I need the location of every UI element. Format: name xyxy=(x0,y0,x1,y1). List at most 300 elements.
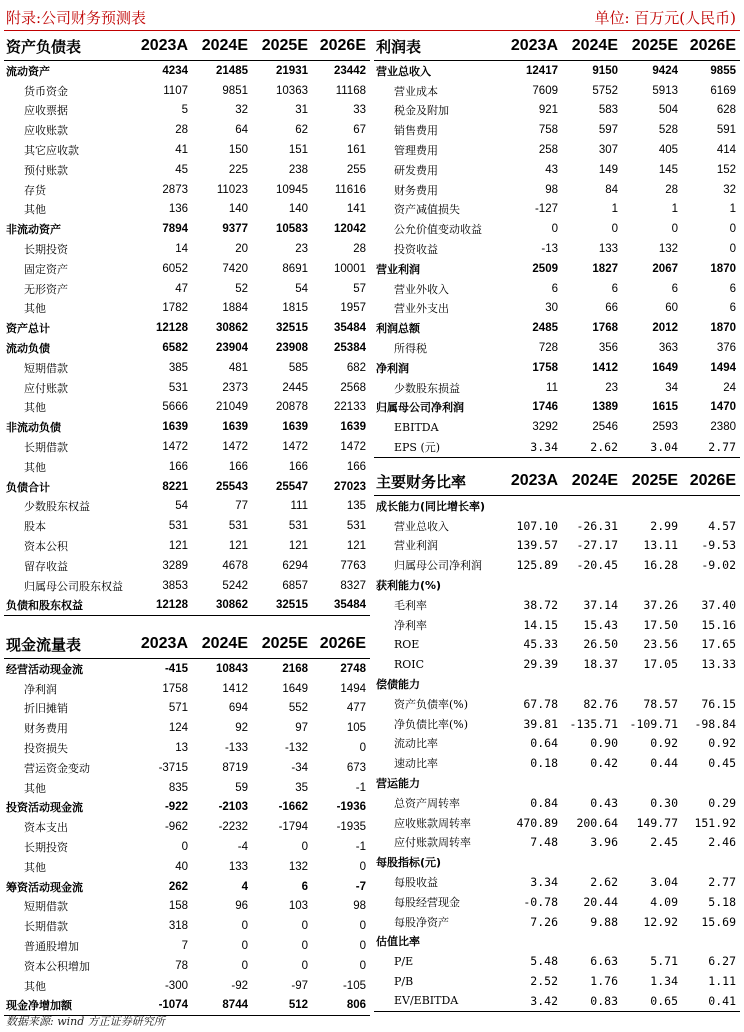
table-row xyxy=(4,457,370,477)
balance-sheet-panel xyxy=(4,32,370,616)
table-row xyxy=(374,61,740,81)
value-cell: 145 xyxy=(658,163,678,176)
value-cell: 3289 xyxy=(162,559,188,572)
value-cell: 4678 xyxy=(222,559,248,572)
value-cell: 3292 xyxy=(532,421,558,434)
value-cell: 11 xyxy=(546,381,558,394)
value-cell: 0 xyxy=(359,959,366,972)
value-cell: 18.37 xyxy=(583,657,618,672)
table-row xyxy=(4,699,370,719)
table-row xyxy=(4,798,370,818)
value-cell: 405 xyxy=(658,144,678,157)
year-header: 2023A xyxy=(130,630,192,659)
value-cell: 0 xyxy=(241,920,248,933)
row-label: 投资活动现金流 xyxy=(6,801,83,815)
table-row xyxy=(374,338,740,358)
row-label: 短期借款 xyxy=(24,361,68,375)
value-cell: 3.96 xyxy=(590,835,618,850)
value-cell: 2.62 xyxy=(562,437,622,457)
value-cell: -9.02 xyxy=(701,558,736,573)
row-label: 营业外支出 xyxy=(394,302,449,316)
value-cell: 1.76 xyxy=(590,974,618,989)
table-row xyxy=(374,259,740,279)
value-cell: 11023 xyxy=(216,183,248,196)
value-cell: 2.46 xyxy=(708,835,736,850)
value-cell: 125.89 xyxy=(516,558,558,573)
value-cell: 151.92 xyxy=(694,815,736,830)
value-cell: 628 xyxy=(716,104,736,117)
row-label: 管理费用 xyxy=(394,144,438,158)
income-statement-panel xyxy=(374,32,740,458)
table-row xyxy=(4,318,370,338)
value-cell: 124 xyxy=(168,722,188,735)
table-row xyxy=(4,437,370,457)
value-cell: -135.71 xyxy=(569,716,618,731)
year-header: 2023A xyxy=(500,467,562,496)
row-label: 资产总计 xyxy=(6,322,50,336)
value-cell: 6169 xyxy=(710,84,736,97)
year-header: 2025E xyxy=(622,32,682,61)
value-cell: 2.62 xyxy=(590,875,618,890)
value-cell: -13 xyxy=(541,243,558,256)
value-cell: 166 xyxy=(168,460,188,473)
value-cell: 1639 xyxy=(162,421,188,434)
value-cell: 0 xyxy=(551,223,558,236)
row-label: 归属母公司股东权益 xyxy=(24,579,123,593)
row-label: 资本支出 xyxy=(24,821,68,835)
row-label: 其他 xyxy=(24,401,46,415)
value-cell: 477 xyxy=(346,702,366,715)
value-cell xyxy=(622,575,682,595)
ratios-table xyxy=(374,467,740,1012)
value-cell: 1412 xyxy=(222,682,248,695)
table-row xyxy=(4,259,370,279)
row-label: 营运资金变动 xyxy=(24,761,90,775)
value-cell: 8221 xyxy=(162,480,188,493)
value-cell: 1782 xyxy=(162,302,188,315)
value-cell: 0 xyxy=(301,920,308,933)
value-cell: 1758 xyxy=(532,361,558,374)
value-cell: 8327 xyxy=(340,579,366,592)
table-row xyxy=(4,857,370,877)
row-label: 营业利润 xyxy=(394,539,438,553)
value-cell: 121 xyxy=(346,540,366,553)
value-cell: 512 xyxy=(252,996,312,1016)
value-cell xyxy=(500,773,562,793)
value-cell: 531 xyxy=(168,520,188,533)
row-label: 其他 xyxy=(24,302,46,316)
table-row xyxy=(374,496,740,516)
table-row xyxy=(374,753,740,773)
value-cell: 0.41 xyxy=(682,991,740,1011)
value-cell: 15.43 xyxy=(583,617,618,632)
table-row xyxy=(374,160,740,180)
table-row xyxy=(4,659,370,679)
value-cell: 20878 xyxy=(276,401,308,414)
value-cell: 0.64 xyxy=(530,736,558,751)
value-cell: 12.92 xyxy=(643,914,678,929)
row-label: 普通股增加 xyxy=(24,940,79,954)
value-cell: 6 xyxy=(671,282,678,295)
year-header: 2023A xyxy=(130,32,192,61)
value-cell: 33 xyxy=(353,104,366,117)
row-label: 应收账款 xyxy=(24,124,68,138)
value-cell: 26.50 xyxy=(583,637,618,652)
value-cell: 23908 xyxy=(276,342,308,355)
table-row xyxy=(374,279,740,299)
value-cell: -4 xyxy=(237,841,248,854)
table-row xyxy=(4,180,370,200)
value-cell: 583 xyxy=(598,104,618,117)
value-cell: 591 xyxy=(716,124,736,137)
value-cell: 1470 xyxy=(710,401,736,414)
value-cell: -1074 xyxy=(130,996,192,1016)
value-cell: 1 xyxy=(729,203,736,216)
row-label: 留存收益 xyxy=(24,559,68,573)
value-cell: 6 xyxy=(551,282,558,295)
table-row xyxy=(374,951,740,971)
value-cell: 8744 xyxy=(192,996,252,1016)
year-header: 2026E xyxy=(682,32,740,61)
value-cell: 25384 xyxy=(334,342,366,355)
row-label: 偿债能力 xyxy=(376,678,420,692)
value-cell: 0.44 xyxy=(650,756,678,771)
value-cell: 135 xyxy=(346,500,366,513)
row-label: 应付账款周转率 xyxy=(394,836,471,850)
value-cell: 682 xyxy=(346,361,366,374)
value-cell: 76.15 xyxy=(701,696,736,711)
year-header: 2025E xyxy=(252,630,312,659)
value-cell: 0 xyxy=(359,920,366,933)
value-cell: 6857 xyxy=(282,579,308,592)
year-header: 2024E xyxy=(562,32,622,61)
row-label: 预付账款 xyxy=(24,163,68,177)
value-cell: 552 xyxy=(288,702,308,715)
value-cell: 376 xyxy=(716,342,736,355)
table-row xyxy=(4,516,370,536)
row-label: 负债合计 xyxy=(6,480,50,494)
value-cell: 8691 xyxy=(282,262,308,275)
value-cell xyxy=(682,773,740,793)
value-cell: 6 xyxy=(611,282,618,295)
value-cell: 32515 xyxy=(252,596,312,616)
value-cell: 37.40 xyxy=(701,597,736,612)
table-row xyxy=(374,694,740,714)
row-label: 资产负债率(%) xyxy=(394,697,469,711)
row-label: 净利润 xyxy=(376,361,409,375)
table-row xyxy=(374,674,740,694)
row-label: 财务费用 xyxy=(394,183,438,197)
row-label: 其他 xyxy=(24,460,46,474)
row-label: 负债和股东权益 xyxy=(4,596,130,616)
value-cell: 98 xyxy=(545,183,558,196)
value-cell: 1827 xyxy=(592,262,618,275)
value-cell: 0 xyxy=(359,742,366,755)
row-label: 固定资产 xyxy=(24,262,68,276)
table-row xyxy=(4,596,370,616)
value-cell xyxy=(682,674,740,694)
table-row xyxy=(374,378,740,398)
value-cell: 166 xyxy=(346,460,366,473)
table-row xyxy=(4,299,370,319)
value-cell: 0 xyxy=(301,841,308,854)
value-cell: 111 xyxy=(290,500,308,513)
value-cell: 45.33 xyxy=(523,637,558,652)
value-cell: 1472 xyxy=(222,441,248,454)
row-label: EPS (元) xyxy=(374,437,500,457)
table-row xyxy=(374,773,740,793)
value-cell: 25543 xyxy=(216,480,248,493)
value-cell: 318 xyxy=(168,920,188,933)
value-cell: 0 xyxy=(301,959,308,972)
value-cell: -9.53 xyxy=(701,538,736,553)
table-row xyxy=(4,358,370,378)
table-row xyxy=(374,793,740,813)
value-cell: 1746 xyxy=(532,401,558,414)
row-label: 应收账款周转率 xyxy=(394,816,471,830)
value-cell: 921 xyxy=(538,104,558,117)
value-cell xyxy=(562,575,622,595)
value-cell: 141 xyxy=(346,203,366,216)
value-cell: 3.04 xyxy=(622,437,682,457)
value-cell: 1870 xyxy=(710,322,736,335)
table-row xyxy=(374,516,740,536)
value-cell: 0 xyxy=(671,223,678,236)
value-cell: 14.15 xyxy=(523,617,558,632)
value-cell: 9424 xyxy=(652,64,678,77)
row-label: 资产减值损失 xyxy=(394,203,460,217)
table-row xyxy=(4,758,370,778)
value-cell: 2.99 xyxy=(650,518,678,533)
value-cell: 17.05 xyxy=(643,657,678,672)
table-row xyxy=(4,200,370,220)
value-cell: 0.65 xyxy=(622,991,682,1011)
row-label: 资本公积 xyxy=(24,540,68,554)
value-cell: 166 xyxy=(228,460,248,473)
value-cell: 694 xyxy=(228,702,248,715)
table-row xyxy=(4,817,370,837)
table-row xyxy=(374,120,740,140)
value-cell: 121 xyxy=(228,540,248,553)
value-cell: 158 xyxy=(168,900,188,913)
value-cell: 0 xyxy=(181,841,188,854)
table-row xyxy=(4,897,370,917)
value-cell: 6 xyxy=(729,302,736,315)
table-row xyxy=(374,813,740,833)
value-cell: 5.48 xyxy=(530,954,558,969)
value-cell: 139.57 xyxy=(516,538,558,553)
value-cell: 673 xyxy=(346,761,366,774)
row-label: 无形资产 xyxy=(24,282,68,296)
row-label: 非流动负债 xyxy=(6,421,61,435)
value-cell: 1.34 xyxy=(650,974,678,989)
year-header: 2024E xyxy=(562,467,622,496)
value-cell: 504 xyxy=(658,104,678,117)
page-header xyxy=(0,0,744,32)
value-cell: -1662 xyxy=(278,801,308,814)
table-row xyxy=(374,852,740,872)
value-cell: -1 xyxy=(355,841,366,854)
row-label: 销售费用 xyxy=(394,124,438,138)
row-label: 估值比率 xyxy=(376,935,420,949)
value-cell: 9.88 xyxy=(590,914,618,929)
value-cell: 23442 xyxy=(334,64,366,77)
row-label: 经营活动现金流 xyxy=(6,662,83,676)
value-cell: 34 xyxy=(665,381,678,394)
value-cell: 5666 xyxy=(162,401,188,414)
value-cell: 2568 xyxy=(340,381,366,394)
value-cell xyxy=(622,852,682,872)
table-row xyxy=(4,778,370,798)
value-cell: 6 xyxy=(301,880,308,893)
ratios-rows xyxy=(374,496,740,1012)
value-cell: -962 xyxy=(164,821,188,834)
value-cell: -300 xyxy=(164,979,188,992)
value-cell: 16.28 xyxy=(643,558,678,573)
value-cell: 133 xyxy=(598,243,618,256)
table-row xyxy=(4,61,370,81)
value-cell: 6294 xyxy=(282,559,308,572)
balance-sheet-title: 资产负债表 xyxy=(4,32,130,61)
value-cell xyxy=(500,674,562,694)
value-cell: 12417 xyxy=(526,64,558,77)
year-header: 2026E xyxy=(312,32,370,61)
row-label: 其它应收款 xyxy=(24,144,79,158)
row-label: 筹资活动现金流 xyxy=(6,880,83,894)
value-cell: 15.69 xyxy=(701,914,736,929)
year-header: 2025E xyxy=(622,467,682,496)
value-cell: -92 xyxy=(231,979,248,992)
value-cell: 14 xyxy=(175,243,188,256)
value-cell: 6 xyxy=(729,282,736,295)
table-row xyxy=(374,555,740,575)
value-cell: 150 xyxy=(228,144,248,157)
value-cell: -20.45 xyxy=(576,558,618,573)
value-cell: 54 xyxy=(295,282,308,295)
value-cell: -34 xyxy=(291,761,308,774)
row-label: 其他 xyxy=(24,203,46,217)
table-row xyxy=(374,417,740,437)
value-cell: 2873 xyxy=(162,183,188,196)
row-label: 净负债比率(%) xyxy=(394,717,469,731)
table-row xyxy=(4,877,370,897)
value-cell: 6052 xyxy=(162,262,188,275)
value-cell: 806 xyxy=(312,996,370,1016)
value-cell: -26.31 xyxy=(576,518,618,533)
source-note: 数据来源: wind 方正证券研究所 xyxy=(6,1015,165,1028)
row-label: 净利率 xyxy=(394,618,427,632)
table-row xyxy=(4,101,370,121)
table-row xyxy=(374,318,740,338)
value-cell: 2593 xyxy=(652,421,678,434)
row-label: 每股经营现金 xyxy=(394,895,460,909)
value-cell: 3.42 xyxy=(500,991,562,1011)
row-label: 速动比率 xyxy=(394,757,438,771)
value-cell xyxy=(562,773,622,793)
row-label: 所得税 xyxy=(394,342,427,356)
ratios-title: 主要财务比率 xyxy=(374,467,500,496)
value-cell: 30862 xyxy=(192,596,252,616)
value-cell: -415 xyxy=(164,662,188,675)
value-cell: 1 xyxy=(611,203,618,216)
table-row xyxy=(374,714,740,734)
value-cell: 597 xyxy=(598,124,618,137)
value-cell: 1615 xyxy=(652,401,678,414)
table-row xyxy=(374,912,740,932)
value-cell: 22133 xyxy=(334,401,366,414)
value-cell: 151 xyxy=(288,144,308,157)
row-label: 毛利率 xyxy=(394,598,427,612)
table-row xyxy=(4,497,370,517)
value-cell: 5 xyxy=(181,104,188,117)
value-cell xyxy=(682,852,740,872)
value-cell: 66 xyxy=(605,302,618,315)
value-cell: 20.44 xyxy=(583,894,618,909)
value-cell xyxy=(622,674,682,694)
value-cell: 2546 xyxy=(592,421,618,434)
value-cell: 23904 xyxy=(216,342,248,355)
value-cell: 531 xyxy=(288,520,308,533)
value-cell: 2067 xyxy=(652,262,678,275)
table-row xyxy=(4,81,370,101)
value-cell: 3853 xyxy=(162,579,188,592)
row-label: 营业总收入 xyxy=(376,64,431,78)
value-cell: 2168 xyxy=(282,662,308,675)
value-cell: 12042 xyxy=(334,223,366,236)
income-statement-table xyxy=(374,32,740,458)
value-cell: 1815 xyxy=(282,302,308,315)
value-cell: 17.65 xyxy=(701,637,736,652)
value-cell: 152 xyxy=(716,163,736,176)
value-cell: -1935 xyxy=(336,821,366,834)
table-row xyxy=(4,536,370,556)
row-label: 非流动资产 xyxy=(6,223,61,237)
row-label: 投资损失 xyxy=(24,742,68,756)
row-label: 流动负债 xyxy=(6,342,50,356)
row-label: 应收票据 xyxy=(24,104,68,118)
value-cell: 1472 xyxy=(340,441,366,454)
value-cell: -0.78 xyxy=(523,894,558,909)
value-cell: 43 xyxy=(545,163,558,176)
value-cell: -2103 xyxy=(218,801,248,814)
table-row xyxy=(374,615,740,635)
value-cell xyxy=(562,496,622,516)
row-label: 总资产周转率 xyxy=(394,796,460,810)
value-cell: 28 xyxy=(353,243,366,256)
value-cell: 531 xyxy=(168,381,188,394)
table-row xyxy=(4,837,370,857)
row-label: 其他 xyxy=(24,781,46,795)
row-label: 长期投资 xyxy=(24,841,68,855)
value-cell: 13.33 xyxy=(701,657,736,672)
value-cell: 15.16 xyxy=(701,617,736,632)
value-cell: 225 xyxy=(228,163,248,176)
value-cell: 2509 xyxy=(532,262,558,275)
value-cell: 0 xyxy=(359,860,366,873)
value-cell: 105 xyxy=(346,722,366,735)
value-cell: 6.27 xyxy=(708,954,736,969)
value-cell: 0.43 xyxy=(590,795,618,810)
table-row xyxy=(374,180,740,200)
value-cell: 7.26 xyxy=(530,914,558,929)
value-cell: 78.57 xyxy=(643,696,678,711)
row-label: 成长能力(同比增长率) xyxy=(376,499,486,513)
year-header: 2025E xyxy=(252,32,312,61)
value-cell: 7 xyxy=(181,940,188,953)
value-cell: 47 xyxy=(175,282,188,295)
value-cell: 1870 xyxy=(710,262,736,275)
value-cell: 0 xyxy=(241,940,248,953)
